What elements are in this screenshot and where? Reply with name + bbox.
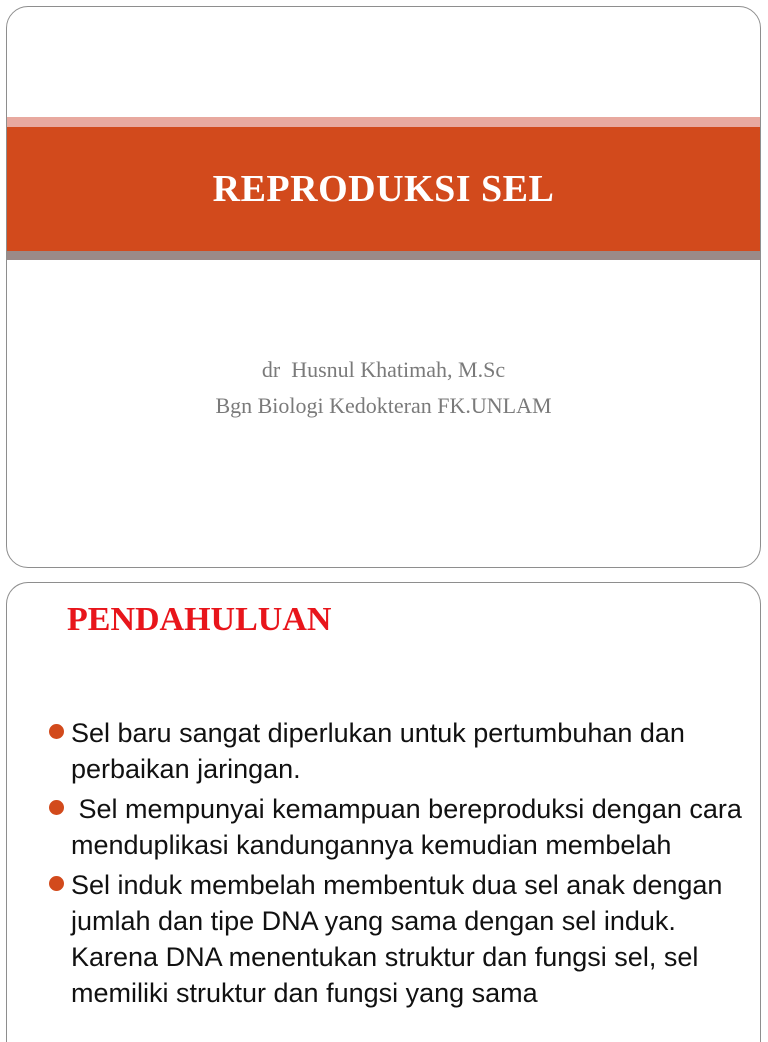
author-name: dr Husnul Khatimah, M.Sc: [261, 357, 506, 382]
list-item: [47, 867, 747, 1011]
bullet-text: Sel mempunyai kemampuan bereproduksi dengan cara menduplikasi kandungannya kemudian membelah: [71, 794, 750, 860]
author-affiliation: Bgn Biologi Kedokteran FK.UNLAM: [215, 393, 552, 418]
bullet-icon: [49, 724, 64, 739]
content-slide: [6, 582, 761, 1042]
title-band-bottom-stripe: [7, 251, 760, 260]
bullet-text: Sel induk membelah membentuk dua sel anak dengan jumlah dan tipe DNA yang sama dengan sel induk. Karena DNA menentukan struktur dan fungsi sel, sel memiliki struktur dan fungsi yang sama: [71, 870, 723, 1008]
list-item: [47, 791, 750, 863]
bullet-icon: [49, 800, 64, 815]
bullet-list: [47, 715, 750, 1015]
list-item: [47, 715, 747, 787]
bullet-icon: [49, 876, 64, 891]
slide-subtitle: [7, 352, 760, 424]
title-band-top-stripe: [7, 117, 760, 127]
section-heading: PENDAHULUAN: [67, 601, 332, 638]
bullet-text: Sel baru sangat diperlukan untuk pertumbuhan dan perbaikan jaringan.: [71, 718, 685, 784]
slide-title: REPRODUKSI SEL: [212, 168, 555, 210]
title-slide: [6, 6, 761, 568]
title-band: [7, 127, 760, 251]
